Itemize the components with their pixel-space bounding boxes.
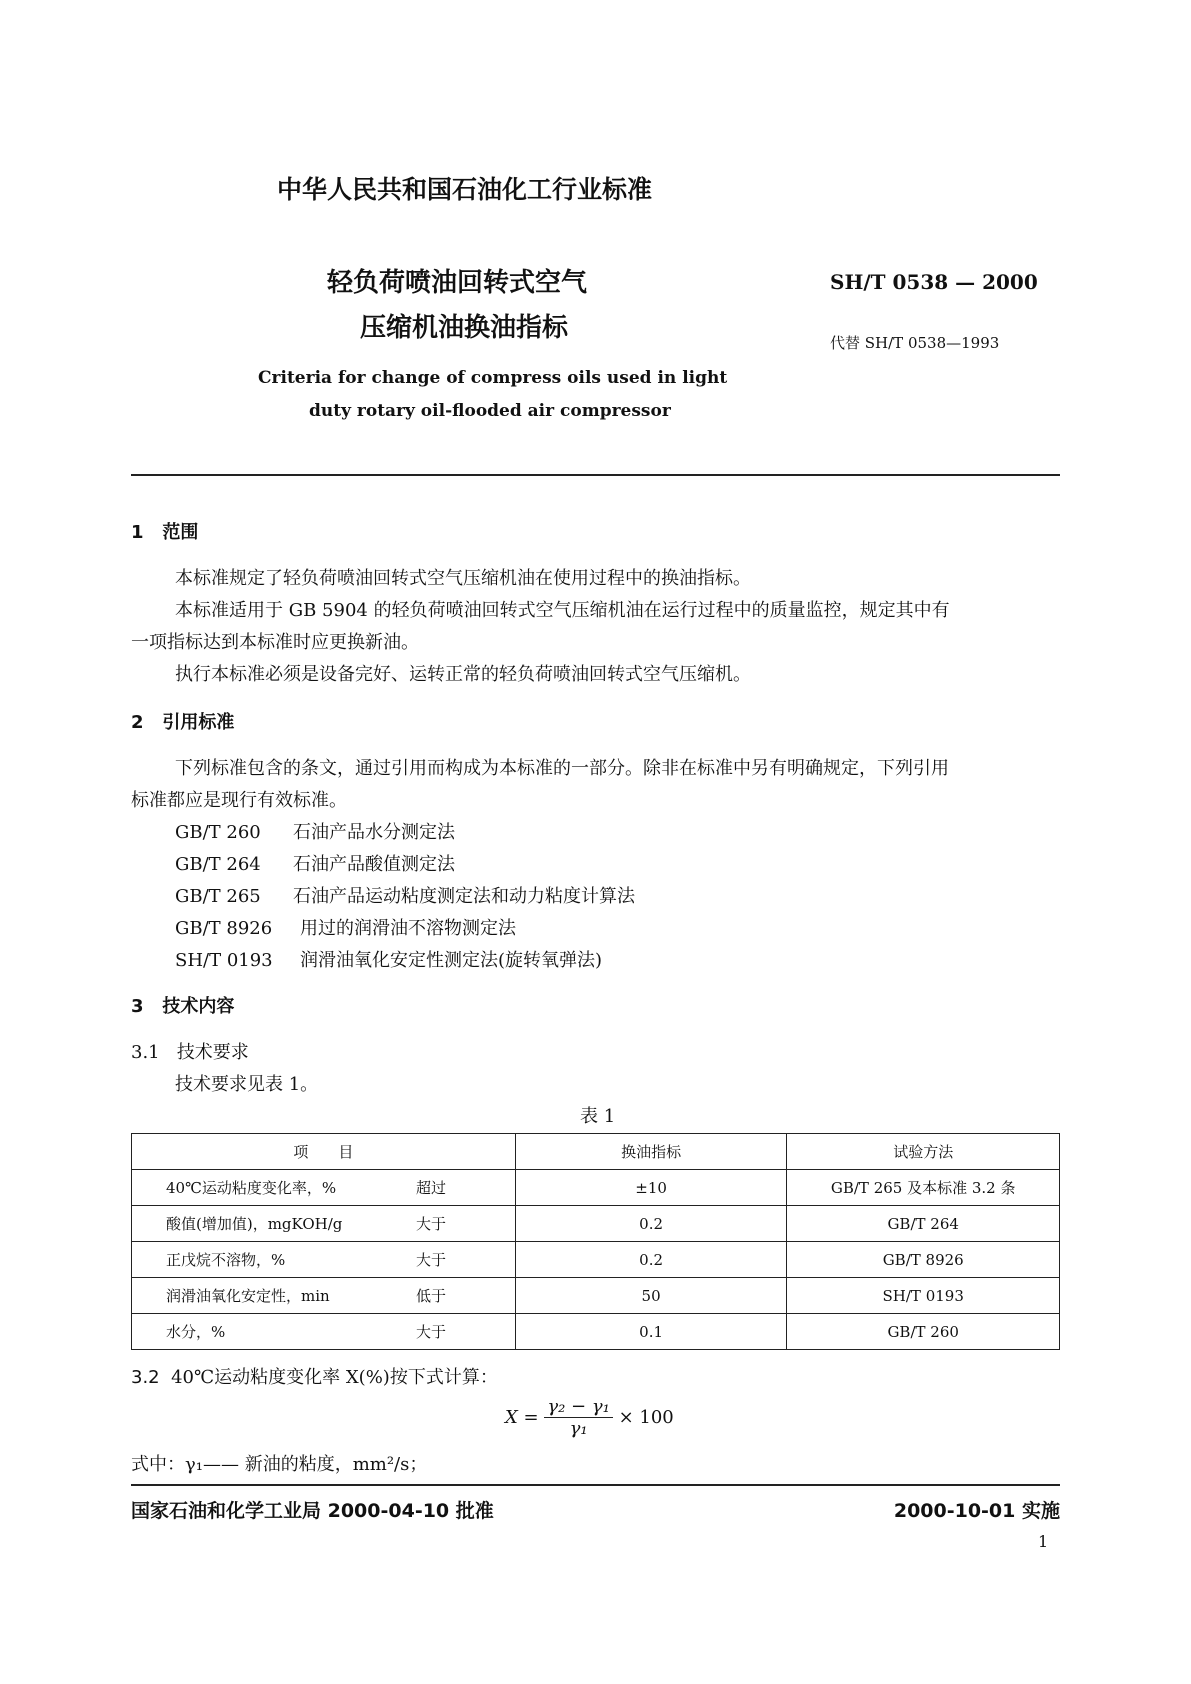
header-divider <box>131 474 1060 476</box>
reference-code: GB/T 8926 <box>175 918 273 939</box>
section-1-heading: 1 范围 <box>131 522 199 543</box>
test-method: GB/T 8926 <box>787 1242 1060 1278</box>
item-cell <box>132 1278 516 1314</box>
test-method: GB/T 264 <box>787 1206 1060 1242</box>
criteria-table <box>131 1133 1060 1350</box>
formula-denominator: γ₁ <box>569 1418 588 1439</box>
s1-paragraph-2a: 本标准适用于 GB 5904 的轻负荷喷油回转式空气压缩机油在运行过程中的质量监控，规定其中有 <box>175 600 950 621</box>
criterion-value: ±10 <box>515 1170 787 1206</box>
table-caption: 表 1 <box>580 1106 616 1127</box>
item-cell <box>132 1242 516 1278</box>
s32-heading: 3.2 40℃运动粘度变化率 X(%)按下式计算： <box>131 1367 498 1388</box>
comparison: 大于 <box>416 1323 447 1341</box>
s1-paragraph-3: 执行本标准必须是设备完好、运转正常的轻负荷喷油回转式空气压缩机。 <box>175 664 751 685</box>
footer-divider <box>131 1484 1060 1486</box>
s2-paragraph-1b: 标准都应是现行有效标准。 <box>131 790 347 811</box>
item-cell <box>132 1314 516 1350</box>
header-criterion: 换油指标 <box>515 1134 787 1170</box>
header-item: 项 目 <box>132 1134 516 1170</box>
table-row <box>132 1278 1060 1314</box>
formula-lhs: X = <box>505 1407 539 1428</box>
english-title-line-2: duty rotary oil-flooded air compressor <box>309 401 671 421</box>
english-title-line-1: Criteria for change of compress oils used in light <box>258 368 728 388</box>
table-row <box>132 1206 1060 1242</box>
approval-text: 国家石油和化学工业局 2000-04-10 批准 <box>131 1500 494 1522</box>
s1-paragraph-2b: 一项指标达到本标准时应更换新油。 <box>131 632 419 653</box>
s31-heading: 3.1 技术要求 <box>131 1042 249 1063</box>
criterion-value: 50 <box>515 1278 787 1314</box>
s31-text: 技术要求见表 1。 <box>175 1074 319 1095</box>
header-method: 试验方法 <box>787 1134 1060 1170</box>
table-row <box>132 1242 1060 1278</box>
formula-rhs: × 100 <box>618 1407 674 1428</box>
table-header-row <box>132 1134 1060 1170</box>
reference-item <box>175 818 455 844</box>
item-name: 酸值(增加值)，mgKOH/g <box>166 1215 343 1233</box>
criterion-value: 0.2 <box>515 1206 787 1242</box>
section-3-heading: 3 技术内容 <box>131 996 235 1017</box>
reference-title: 用过的润滑油不溶物测定法 <box>300 918 516 939</box>
comparison: 超过 <box>416 1179 447 1197</box>
issuer: 中华人民共和国石油化工行业标准 <box>277 175 653 204</box>
reference-item <box>175 946 602 972</box>
test-method: GB/T 260 <box>787 1314 1060 1350</box>
reference-title: 石油产品酸值测定法 <box>293 854 455 875</box>
replaces-standard: 代替 SH/T 0538—1993 <box>830 334 1000 352</box>
reference-item <box>175 850 455 876</box>
comparison: 大于 <box>416 1215 447 1233</box>
criterion-value: 0.1 <box>515 1314 787 1350</box>
item-name: 水分，% <box>166 1323 226 1341</box>
reference-code: GB/T 260 <box>175 822 261 843</box>
reference-item <box>175 882 635 908</box>
item-cell <box>132 1206 516 1242</box>
item-name: 正戊烷不溶物，% <box>166 1251 286 1269</box>
title-line-2: 压缩机油换油指标 <box>360 313 569 343</box>
formula <box>505 1396 674 1439</box>
reference-title: 石油产品运动粘度测定法和动力粘度计算法 <box>293 886 635 907</box>
item-cell <box>132 1170 516 1206</box>
formula-fraction <box>544 1396 612 1439</box>
section-2-heading: 2 引用标准 <box>131 712 235 733</box>
s2-paragraph-1a: 下列标准包含的条文，通过引用而构成为本标准的一部分。除非在标准中另有明确规定，下列引用 <box>175 758 949 779</box>
table-row <box>132 1170 1060 1206</box>
reference-title: 石油产品水分测定法 <box>293 822 455 843</box>
test-method: GB/T 265 及本标准 3.2 条 <box>787 1170 1060 1206</box>
reference-code: SH/T 0193 <box>175 950 273 971</box>
standard-number: SH/T 0538 — 2000 <box>830 270 1038 294</box>
reference-item <box>175 914 516 940</box>
item-name: 40℃运动粘度变化率，% <box>166 1179 337 1197</box>
formula-numerator: γ₂ − γ₁ <box>544 1396 612 1418</box>
reference-title: 润滑油氧化安定性测定法(旋转氧弹法) <box>300 950 603 971</box>
criterion-value: 0.2 <box>515 1242 787 1278</box>
title-line-1: 轻负荷喷油回转式空气 <box>327 268 588 298</box>
formula-where: 式中：γ₁—— 新油的粘度，mm²/s； <box>131 1454 428 1475</box>
reference-code: GB/T 264 <box>175 854 261 875</box>
effective-date: 2000-10-01 实施 <box>893 1500 1060 1522</box>
table-row <box>132 1314 1060 1350</box>
comparison: 大于 <box>416 1251 447 1269</box>
item-name: 润滑油氧化安定性，min <box>166 1287 330 1305</box>
comparison: 低于 <box>416 1287 447 1305</box>
page-number: 1 <box>1038 1532 1049 1551</box>
test-method: SH/T 0193 <box>787 1278 1060 1314</box>
s1-paragraph-1: 本标准规定了轻负荷喷油回转式空气压缩机油在使用过程中的换油指标。 <box>175 568 751 589</box>
reference-code: GB/T 265 <box>175 886 261 907</box>
